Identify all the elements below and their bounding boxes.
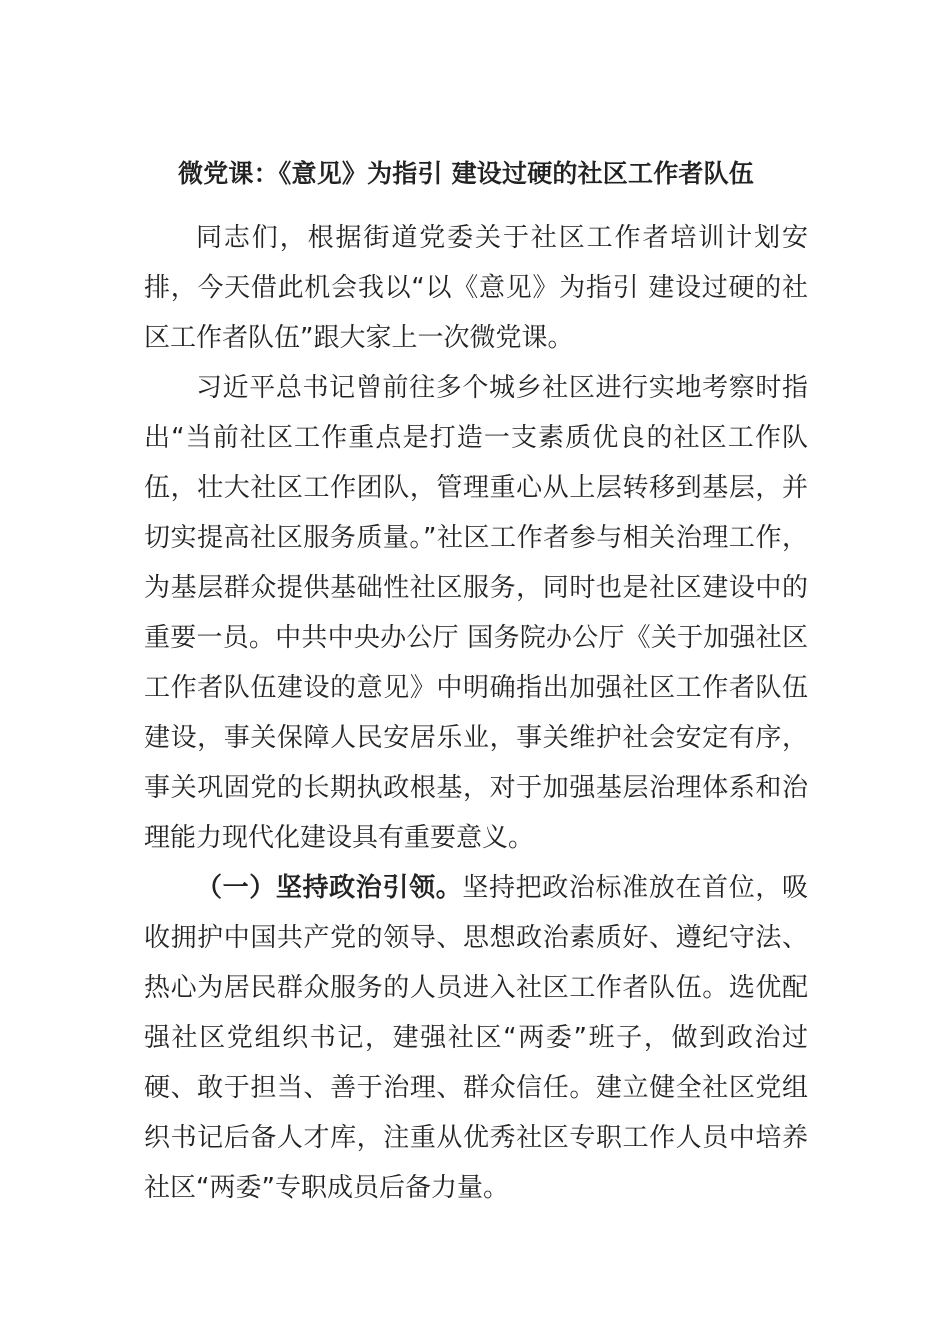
section-heading: （一）坚持政治引领。 [196, 873, 463, 903]
paragraph-text: 坚持把政治标准放在首位，吸收拥护中国共产党的领导、思想政治素质好、遵纪守法、热心为居民群众服务的人员进入社区工作者队伍。选优配强社区党组织书记，建强社区“两委”班子，做到政治过硬、敢于担当、善于治理、群众信任。建立健全社区党组织书记后备人才库，注重从优秀社区专职工作人员中培养社区“两委”专职成员后备力量。 [144, 873, 808, 1203]
paragraph-section-1 [144, 863, 808, 1213]
paragraph-intro [144, 213, 808, 363]
paragraph-text: 同志们，根据街道党委关于社区工作者培训计划安排，今天借此机会我以“以《意见》为指引 建设过硬的社区工作者队伍”跟大家上一次微党课。 [144, 223, 808, 353]
document-body [144, 213, 808, 1213]
paragraph-context [144, 363, 808, 863]
paragraph-text: 习近平总书记曾前往多个城乡社区进行实地考察时指出“当前社区工作重点是打造一支素质优良的社区工作队伍，壮大社区工作团队，管理重心从上层转移到基层，并切实提高社区服务质量。”社区工作者参与相关治理工作，为基层群众提供基础性社区服务，同时也是社区建设中的重要一员。中共中央办公厅 国务院办公厅《关于加强社区工作者队伍建设的意见》中明确指出加强社区工作者队伍建设，事关保障人民安居乐业，事关维护社会安定有序，事关巩固党的长期执政根基，对于加强基层治理体系和治理能力现代化建设具有重要意义。 [144, 373, 808, 853]
document-title: 微党课：《意见》为指引 建设过硬的社区工作者队伍 [178, 159, 755, 188]
